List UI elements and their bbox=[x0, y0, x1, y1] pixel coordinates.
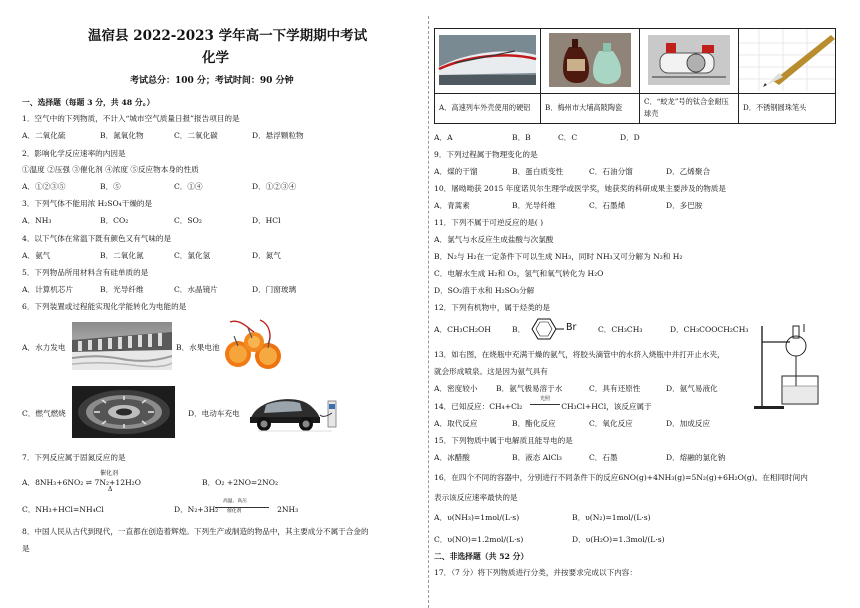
q4-option-d[interactable]: D．氮气 bbox=[252, 251, 281, 260]
q8-stem-continued: 是 bbox=[22, 544, 30, 553]
q14-option-c[interactable]: C．氧化反应 bbox=[589, 419, 633, 428]
q7-option-c[interactable]: C．NH₃+HCl=NH₄Cl bbox=[22, 505, 104, 514]
fountain-experiment-apparatus bbox=[752, 320, 834, 410]
q10-option-c[interactable]: C．石墨烯 bbox=[589, 201, 626, 210]
q14-option-b[interactable]: B．酯化反应 bbox=[512, 419, 556, 428]
section-1-heading: 一、选择题（每题 3 分，共 48 分。） bbox=[22, 98, 155, 107]
q7-option-d-condition-top: 高温、高压 bbox=[223, 499, 247, 504]
exam-title: 温宿县 2022-2023 学年高一下学期期中考试 bbox=[88, 28, 368, 44]
q5-option-b[interactable]: B．光导纤维 bbox=[100, 285, 144, 294]
electric-car-image bbox=[242, 383, 346, 439]
q7-option-a[interactable] bbox=[22, 479, 141, 487]
q9-option-c[interactable]: C．石油分馏 bbox=[589, 167, 633, 176]
gas-burner-image bbox=[72, 386, 175, 438]
q13-option-b[interactable]: B．氨气极易溶于水 bbox=[496, 384, 563, 393]
q10-option-d[interactable]: D．多巴胺 bbox=[666, 201, 703, 210]
q13-stem-continued: 就会形成喷泉。这是因为氨气具有 bbox=[434, 367, 548, 376]
q13-option-c[interactable]: C．具有还原性 bbox=[589, 384, 641, 393]
q12-option-c[interactable]: C．CH₃CH₃ bbox=[598, 325, 643, 334]
q8-caption-c: C．“蛟龙”号的钛合金耐压球壳 bbox=[640, 93, 739, 123]
q15-option-c[interactable]: C．石墨 bbox=[589, 453, 618, 462]
column-divider bbox=[428, 16, 429, 608]
q10-option-b[interactable]: B．光导纤维 bbox=[512, 201, 556, 210]
q2-option-a[interactable]: A．①②③⑤ bbox=[22, 182, 66, 191]
q3-stem: 3．下列气体不能用浓 H₂SO₄干燥的是 bbox=[22, 199, 153, 208]
q1-stem: 1．空气中的下列物质，不计入“城市空气质量日报”报告项目的是 bbox=[22, 114, 240, 123]
right-column bbox=[434, 0, 848, 608]
q6-option-c[interactable]: C．燃气燃烧 bbox=[22, 409, 66, 418]
jiaolong-submersible-image bbox=[640, 29, 738, 91]
q13-stem: 13．如右图，在烧瓶中充满干燥的氨气，将胶头滴管中的水挤入烧瓶中并打开止水夹， bbox=[434, 350, 725, 359]
q8-caption-a: A．高速列车外壳使用的硬铝 bbox=[435, 93, 541, 123]
q8-option-a[interactable]: A．A bbox=[434, 133, 453, 142]
q13-option-d[interactable]: D．氨气易液化 bbox=[666, 384, 718, 393]
q14-arrow bbox=[530, 404, 560, 405]
q15-option-b[interactable]: B．液态 AlCl₃ bbox=[512, 453, 562, 462]
q1-option-b[interactable]: B．氮氧化物 bbox=[100, 131, 144, 140]
q7-option-d-right: 2NH₃ bbox=[277, 505, 299, 514]
q8-option-d[interactable]: D．D bbox=[620, 133, 640, 142]
q15-option-a[interactable]: A．冰醋酸 bbox=[434, 453, 470, 462]
q6-option-d[interactable]: D．电动车充电 bbox=[188, 409, 240, 418]
q14-stem-left: 14．已知反应：CH₄+Cl₂ bbox=[434, 402, 523, 411]
q11-option-d[interactable]: D．SO₂溶于水和 H₂SO₃分解 bbox=[434, 286, 535, 295]
q14-option-d[interactable]: D．加成反应 bbox=[666, 419, 711, 428]
ballpoint-pen-image bbox=[739, 29, 835, 91]
hydropower-dam-image bbox=[72, 322, 172, 370]
bromo-label: Br bbox=[566, 322, 577, 333]
q9-option-a[interactable]: A．煤的干馏 bbox=[434, 167, 478, 176]
q16-option-a[interactable]: A．υ(NH₃)=1mol/(L·s) bbox=[434, 513, 520, 522]
q9-stem: 9．下列过程属于物理变化的是 bbox=[434, 150, 538, 159]
q3-option-d[interactable]: D．HCl bbox=[252, 216, 281, 225]
q13-option-a[interactable]: A．密度较小 bbox=[434, 384, 478, 393]
q16-stem-continued: 表示该反应速率最快的是 bbox=[434, 493, 518, 502]
q8-option-b[interactable]: B．B bbox=[512, 133, 531, 142]
q11-option-b[interactable]: B．N₂与 H₂在一定条件下可以生成 NH₃，同时 NH₃又可分解为 N₂和 H₂ bbox=[434, 252, 683, 261]
q3-option-b[interactable]: B．CO₂ bbox=[100, 216, 129, 225]
q8-caption-d: D．不锈钢圆珠笔头 bbox=[739, 93, 836, 123]
q1-option-c[interactable]: C．二氧化碳 bbox=[174, 131, 218, 140]
q2-factors: ①温度 ②压强 ③催化剂 ④浓度 ⑤反应物本身的性质 bbox=[22, 165, 199, 174]
fruit-battery-image bbox=[220, 316, 288, 374]
q15-stem: 15．下列物质中属于电解质且能导电的是 bbox=[434, 436, 573, 445]
q7-option-d-condition-bottom: 催化剂 bbox=[227, 509, 242, 514]
q4-option-c[interactable]: C．氯化氢 bbox=[174, 251, 211, 260]
q8-caption-b: B．梅州市大埔高陂陶瓷 bbox=[541, 93, 640, 123]
q7-option-d-left: D．N₂+3H₂ bbox=[174, 505, 219, 514]
q4-option-a[interactable]: A．氨气 bbox=[22, 251, 51, 260]
q14-option-a[interactable]: A．取代反应 bbox=[434, 419, 478, 428]
q5-option-d[interactable]: D．门窗玻璃 bbox=[252, 285, 297, 294]
q3-option-a[interactable]: A．NH₃ bbox=[22, 216, 52, 225]
q11-stem: 11．下列不属于可逆反应的是( ) bbox=[434, 218, 544, 227]
q14-condition: 光照 bbox=[540, 396, 551, 402]
q7-option-a-condition-top: 催化剂 bbox=[100, 470, 119, 477]
ceramic-bottles-image bbox=[541, 29, 639, 91]
exam-meta: 考试总分：100 分；考试时间：90 分钟 bbox=[130, 76, 294, 86]
q5-stem: 5．下列物品所用材料含有硅单质的是 bbox=[22, 268, 149, 277]
q10-stem: 10．屠呦呦获 2015 年度诺贝尔生理学或医学奖，她获奖的科研成果主要涉及的物质是 bbox=[434, 184, 726, 193]
q5-option-c[interactable]: C．水晶镜片 bbox=[174, 285, 218, 294]
q3-option-c[interactable]: C．SO₂ bbox=[174, 216, 202, 225]
q8-material-table bbox=[434, 28, 836, 124]
q2-option-c[interactable]: C．①④ bbox=[174, 182, 203, 191]
q8-image-cell-d bbox=[739, 29, 836, 94]
q4-option-b[interactable]: B．二氧化氮 bbox=[100, 251, 144, 260]
q9-option-d[interactable]: D．乙烯聚合 bbox=[666, 167, 711, 176]
q2-option-b[interactable]: B．⑤ bbox=[100, 182, 121, 191]
q11-option-a[interactable]: A．氯气与水反应生成盐酸与次氯酸 bbox=[434, 235, 554, 244]
q8-image-cell-c bbox=[640, 29, 739, 94]
q8-stem: 8．中国人民从古代到现代，一直都在创造着辉煌。下列生产或制造的物品中，其主要成分不属于合金的 bbox=[22, 527, 369, 536]
q12-stem: 12．下列有机物中，属于烃类的是 bbox=[434, 303, 550, 312]
q8-option-c[interactable]: C．C bbox=[558, 133, 578, 142]
q12-option-b-label: B． bbox=[512, 325, 526, 334]
q1-option-d[interactable]: D．悬浮颗粒物 bbox=[252, 131, 304, 140]
q2-stem: 2．影响化学反应速率的内因是 bbox=[22, 149, 126, 158]
q17-stem: 17．（7 分）将下列物质进行分类，并按要求完成以下内容： bbox=[434, 568, 637, 577]
subject-title: 化学 bbox=[202, 50, 229, 66]
q6-stem: 6．下列装置或过程能实现化学能转化为电能的是 bbox=[22, 302, 187, 311]
q2-option-d[interactable]: D．①②③④ bbox=[252, 182, 297, 191]
q6-option-a[interactable]: A．水力发电 bbox=[22, 343, 66, 352]
q16-option-d[interactable]: D．υ(H₂O)=1.3mol/(L·s) bbox=[572, 535, 665, 544]
q16-stem: 16．在四个不同的容器中，分别进行不同条件下的反应6NO(g)+4NH₃(g)=5N₂(g)+6H₂O(g)。在相同时间内 bbox=[434, 473, 808, 482]
q6-option-b[interactable]: B．水果电池 bbox=[176, 343, 220, 352]
q15-option-d[interactable]: D．熔融的氯化钠 bbox=[666, 453, 726, 462]
left-column bbox=[22, 0, 426, 608]
q9-option-b[interactable]: B．蛋白质变性 bbox=[512, 167, 564, 176]
q14-stem-right: CH₃Cl+HCl，该反应属于 bbox=[561, 402, 652, 411]
q7-option-a-condition-bottom: Δ bbox=[108, 486, 113, 493]
q7-option-b[interactable]: B．O₂ +2NO=2NO₂ bbox=[202, 478, 279, 487]
q7-option-d-arrow bbox=[215, 507, 269, 508]
q4-stem: 4．以下气体在常温下既有颜色又有气味的是 bbox=[22, 234, 172, 243]
q7-option-a-text: A．8NH₃+6NO₂ ⇌ 7N₂+12H₂O bbox=[22, 478, 141, 487]
q16-option-b[interactable]: B．υ(N₂)=1mol/(L·s) bbox=[572, 513, 651, 522]
q5-option-a[interactable]: A．计算机芯片 bbox=[22, 285, 74, 294]
q12-option-d[interactable]: D．CH₃COOCH₂CH₃ bbox=[670, 325, 749, 334]
q16-option-c[interactable]: C．υ(NO)=1.2mol/(L·s) bbox=[434, 535, 524, 544]
q1-option-a[interactable]: A．二氧化硫 bbox=[22, 131, 66, 140]
q12-option-a[interactable]: A．CH₃CH₂OH bbox=[434, 325, 491, 334]
q10-option-a[interactable]: A．青蒿素 bbox=[434, 201, 470, 210]
q8-image-cell-b bbox=[541, 29, 640, 94]
q7-stem: 7．下列反应属于固氮反应的是 bbox=[22, 453, 126, 462]
q8-image-cell-a bbox=[435, 29, 541, 94]
q11-option-c[interactable]: C．电解水生成 H₂和 O₂，氢气和氧气转化为 H₂O bbox=[434, 269, 604, 278]
section-2-heading: 二、非选择题（共 52 分） bbox=[434, 552, 529, 561]
bullet-train-image bbox=[435, 29, 540, 91]
